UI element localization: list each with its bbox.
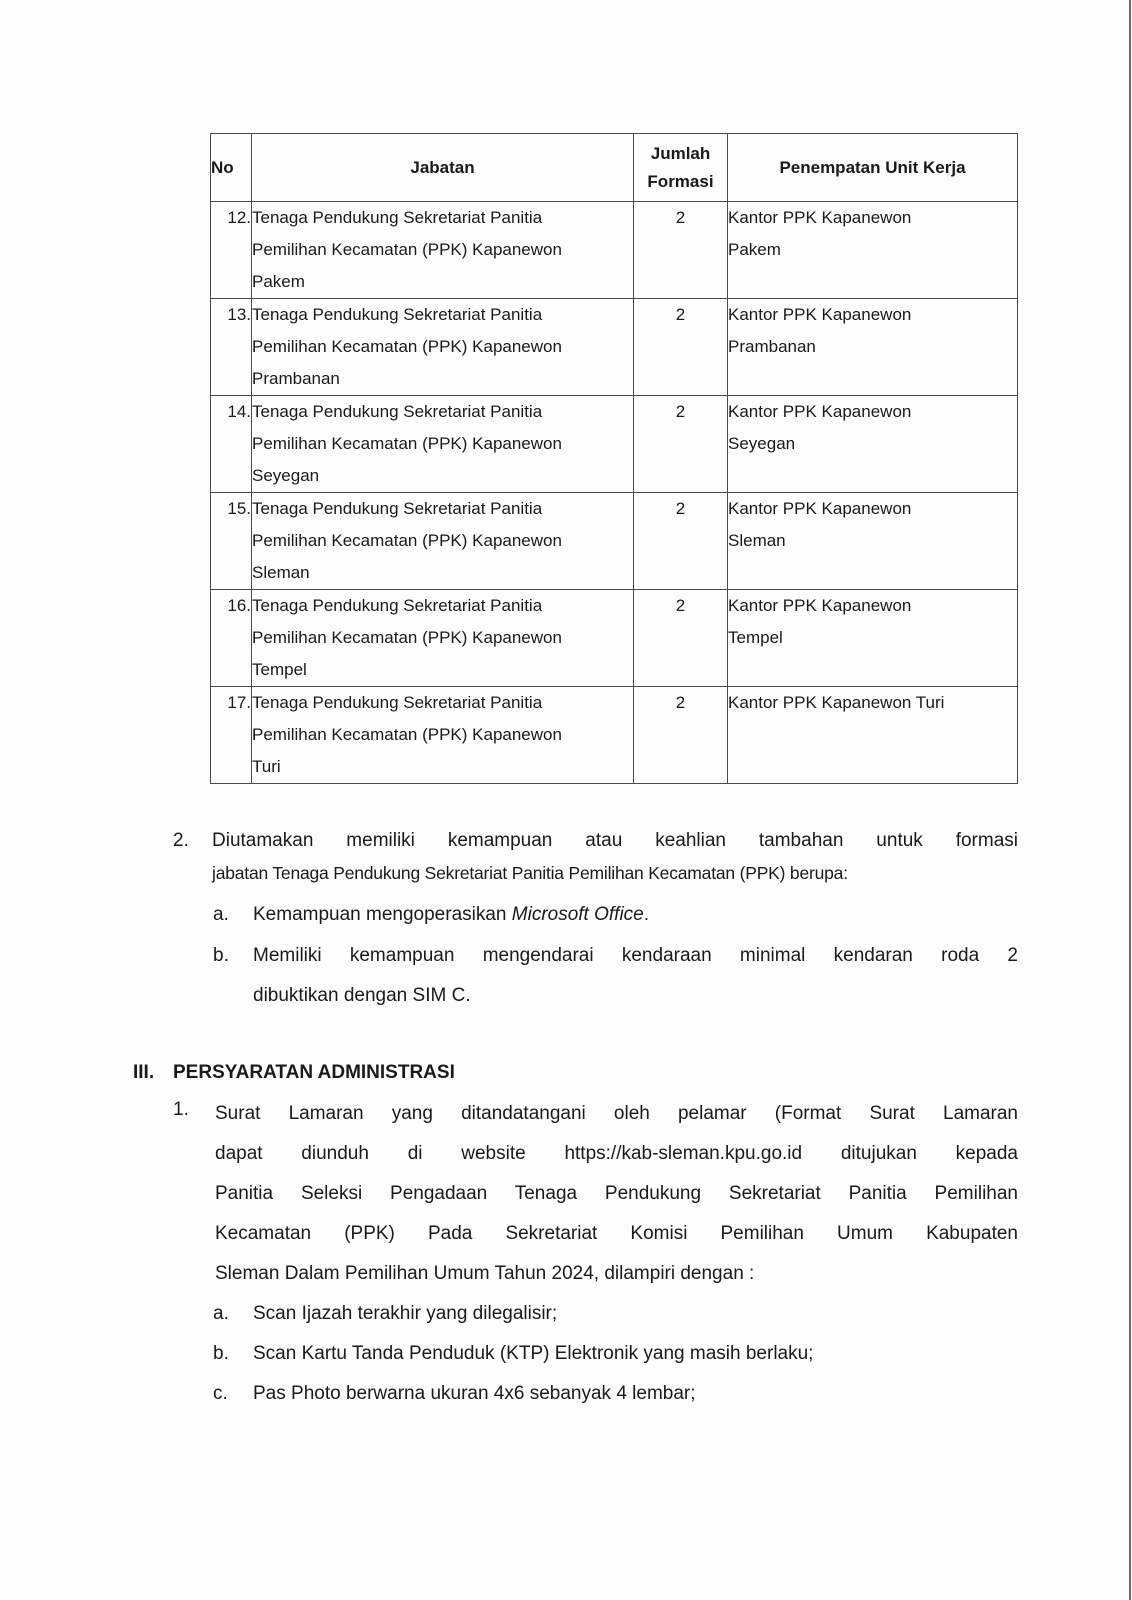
jabatan-line3: Prambanan	[252, 369, 340, 388]
row-jumlah: 2	[634, 590, 728, 687]
section-roman-numeral: III.	[133, 1062, 155, 1083]
row-penempatan	[728, 396, 1018, 493]
row-jumlah: 2	[634, 396, 728, 493]
row-jabatan	[252, 493, 634, 590]
sub-text: Pas Photo berwarna ukuran 4x6 sebanyak 4 lembar;	[253, 1383, 696, 1404]
sub-b-line1: Memiliki kemampuan mengendarai kendaraan minimal kendaran roda 2	[253, 945, 1018, 966]
header-jumlah-formasi	[634, 134, 728, 202]
jabatan-line1: Tenaga Pendukung Sekretariat Panitia	[252, 305, 543, 324]
sub-label: a.	[213, 904, 229, 925]
penempatan-line2: Sleman	[728, 531, 786, 550]
jabatan-line1: Tenaga Pendukung Sekretariat Panitia	[252, 596, 543, 615]
item-number: 2.	[173, 830, 189, 851]
sub-b-line2: dibuktikan dengan SIM C.	[253, 985, 471, 1006]
penempatan-line1: Kantor PPK Kapanewon	[728, 596, 912, 615]
jabatan-line1: Tenaga Pendukung Sekretariat Panitia	[252, 208, 543, 227]
jabatan-line2: Pemilihan Kecamatan (PPK) Kapanewon	[252, 240, 562, 259]
header-jumlah-line1: Jumlah	[650, 143, 711, 163]
row-jabatan	[252, 396, 634, 493]
penempatan-line1: Kantor PPK Kapanewon Turi	[728, 693, 945, 712]
penempatan-line2: Prambanan	[728, 337, 816, 356]
sub-a-end: .	[643, 904, 650, 925]
jabatan-line2: Pemilihan Kecamatan (PPK) Kapanewon	[252, 628, 562, 647]
jabatan-line2: Pemilihan Kecamatan (PPK) Kapanewon	[252, 434, 562, 453]
row-jumlah: 2	[634, 202, 728, 299]
sub-label: a.	[213, 1303, 229, 1324]
row-number: 16.	[211, 590, 252, 687]
sub-label: b.	[213, 1343, 229, 1364]
penempatan-line1: Kantor PPK Kapanewon	[728, 208, 912, 227]
table-row	[211, 590, 1018, 687]
penempatan-line1: Kantor PPK Kapanewon	[728, 499, 912, 518]
row-penempatan	[728, 493, 1018, 590]
penempatan-line2: Pakem	[728, 240, 781, 259]
row-jabatan	[252, 687, 634, 784]
table-row	[211, 687, 1018, 784]
row-number: 14.	[211, 396, 252, 493]
jabatan-line2: Pemilihan Kecamatan (PPK) Kapanewon	[252, 337, 562, 356]
row-penempatan	[728, 590, 1018, 687]
admin-line-3: Panitia Seleksi Pengadaan Tenaga Pendukung Sekretariat Panitia Pemilihan	[215, 1183, 1018, 1204]
table-row	[211, 299, 1018, 396]
jabatan-line3: Turi	[252, 757, 281, 776]
row-jabatan	[252, 590, 634, 687]
sub-a-italic: Microsoft Office	[511, 904, 644, 925]
row-number: 13.	[211, 299, 252, 396]
item2-line1: Diutamakan memiliki kemampuan atau keahlian tambahan untuk formasi	[212, 830, 1018, 851]
jabatan-line3: Seyegan	[252, 466, 320, 485]
jabatan-line3: Pakem	[252, 272, 305, 291]
table-header-row	[211, 134, 1018, 202]
row-number: 15.	[211, 493, 252, 590]
row-jumlah: 2	[634, 687, 728, 784]
header-jumlah-line2: Formasi	[647, 171, 714, 191]
penempatan-line2: Seyegan	[728, 434, 796, 453]
row-jabatan	[252, 299, 634, 396]
sub-label: b.	[213, 945, 229, 966]
sub-text: Scan Ijazah terakhir yang dilegalisir;	[253, 1303, 558, 1324]
admin-line-5: Sleman Dalam Pemilihan Umum Tahun 2024, dilampiri dengan :	[215, 1263, 755, 1284]
section-title: PERSYARATAN ADMINISTRASI	[173, 1062, 455, 1083]
jabatan-line1: Tenaga Pendukung Sekretariat Panitia	[252, 693, 543, 712]
jabatan-line3: Tempel	[252, 660, 307, 679]
admin-line-2: dapat diunduh di website https://kab-sleman.kpu.go.id ditujukan kepada	[215, 1143, 1018, 1164]
row-jabatan	[252, 202, 634, 299]
jabatan-line3: Sleman	[252, 563, 310, 582]
requirement-item-2	[173, 825, 1018, 889]
table-row	[211, 202, 1018, 299]
header-penempatan: Penempatan Unit Kerja	[728, 134, 1018, 202]
header-no: No	[211, 134, 252, 202]
sub-text: Scan Kartu Tanda Penduduk (KTP) Elektronik yang masih berlaku;	[253, 1343, 814, 1364]
formasi-table	[210, 133, 1018, 784]
admin-line-1: Surat Lamaran yang ditandatangani oleh pelamar (Format Surat Lamaran	[215, 1103, 1018, 1124]
row-penempatan	[728, 299, 1018, 396]
sub-label: c.	[213, 1383, 228, 1404]
penempatan-line1: Kantor PPK Kapanewon	[728, 305, 912, 324]
row-number: 17.	[211, 687, 252, 784]
row-number: 12.	[211, 202, 252, 299]
table-row	[211, 493, 1018, 590]
jabatan-line2: Pemilihan Kecamatan (PPK) Kapanewon	[252, 531, 562, 550]
row-penempatan	[728, 202, 1018, 299]
admin-item-1	[173, 1094, 1018, 1294]
jabatan-line1: Tenaga Pendukung Sekretariat Panitia	[252, 499, 543, 518]
page-edge-border	[1129, 0, 1131, 1600]
admin-line-4: Kecamatan (PPK) Pada Sekretariat Komisi Pemilihan Umum Kabupaten	[215, 1223, 1018, 1244]
sub-a-text: Kemampuan mengoperasikan	[253, 904, 512, 925]
jabatan-line1: Tenaga Pendukung Sekretariat Panitia	[252, 402, 543, 421]
jabatan-line2: Pemilihan Kecamatan (PPK) Kapanewon	[252, 725, 562, 744]
penempatan-line2: Tempel	[728, 628, 783, 647]
row-penempatan	[728, 687, 1018, 784]
penempatan-line1: Kantor PPK Kapanewon	[728, 402, 912, 421]
item-number: 1.	[173, 1099, 189, 1120]
header-jabatan: Jabatan	[252, 134, 634, 202]
section-heading	[133, 1058, 455, 1088]
table-row	[211, 396, 1018, 493]
item2-line2: jabatan Tenaga Pendukung Sekretariat Panitia Pemilihan Kecamatan (PPK) berupa:	[212, 863, 848, 883]
row-jumlah: 2	[634, 299, 728, 396]
row-jumlah: 2	[634, 493, 728, 590]
